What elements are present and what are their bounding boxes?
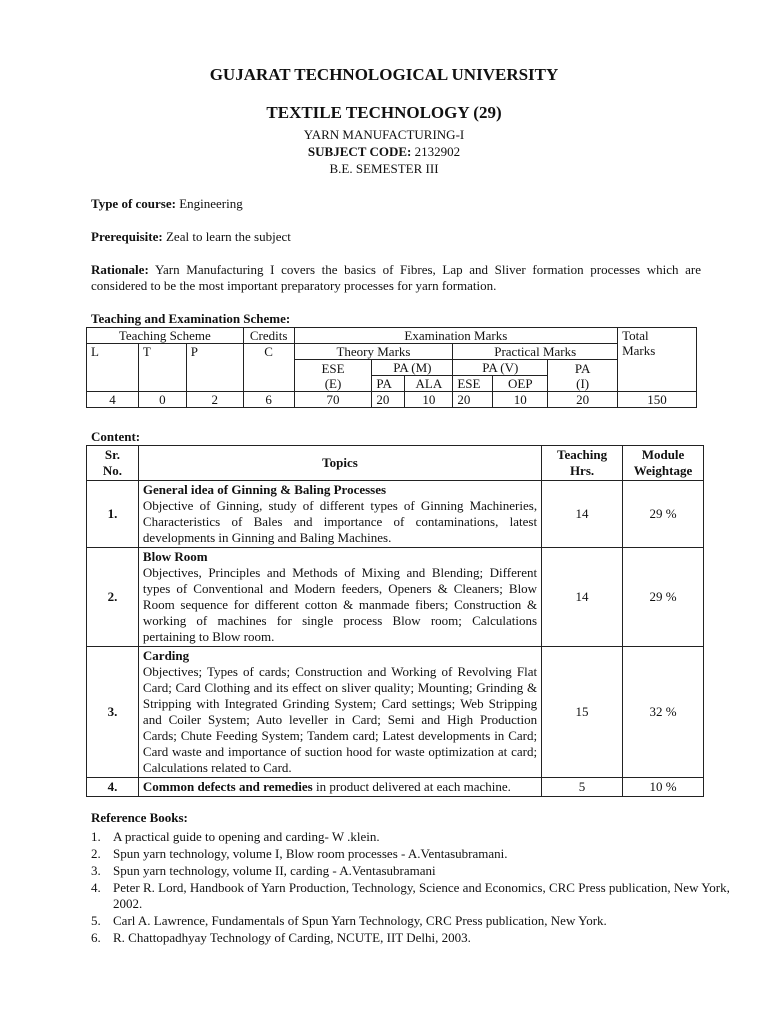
oep-value: 10 (493, 392, 548, 408)
pa-sub-header: PA (372, 376, 405, 392)
teaching-hrs-cell: 5 (542, 778, 623, 797)
pa-value: 20 (372, 392, 405, 408)
t-value: 0 (138, 392, 186, 408)
reference-item: 6. R. Chattopadhyay Technology of Carding, NCUTE, IIT Delhi, 2003. (91, 930, 471, 945)
references-title: Reference Books: (91, 810, 188, 825)
ala-header: ALA (405, 376, 453, 392)
p-value: 2 (186, 392, 243, 408)
scheme-table (86, 327, 697, 408)
content-table (86, 445, 704, 797)
practical-ese-value: 20 (453, 392, 493, 408)
scheme-row-1 (87, 328, 697, 344)
topics-header: Topics (138, 446, 541, 481)
ese-sub-header: ESE (453, 376, 493, 392)
university-title: GUJARAT TECHNOLOGICAL UNIVERSITY (209, 65, 559, 84)
row-number: 1. (87, 481, 139, 548)
content-row (87, 778, 704, 797)
total-marks-header: Total Marks (618, 328, 697, 392)
l-header: L (87, 344, 139, 392)
topic-cell: Blow Room Objectives, Principles and Methods of Mixing and Blending; Different types of Conventional and Modern feeders, Openers & Cleaners; Blow Room sequence for different cotton & manmade fibers; Construction & working of machines for single process Blow room; Calculations pertaining to Blow room. (138, 548, 541, 647)
oep-header: OEP (493, 376, 548, 392)
row-number: 3. (87, 647, 139, 778)
reference-item: 5. Carl A. Lawrence, Fundamentals of Spun Yarn Technology, CRC Press publication, New York. (91, 913, 607, 928)
theory-marks-header: Theory Marks (294, 344, 453, 360)
subject-code: SUBJECT CODE: 2132902 (307, 144, 461, 159)
reference-item: 4. Peter R. Lord, Handbook of Yarn Production, Technology, Science and Economics, CRC Press publication, New York, 2002. (91, 880, 730, 911)
prerequisite: Prerequisite: Zeal to learn the subject (91, 229, 291, 244)
credits-header: Credits (243, 328, 294, 344)
course-name: YARN MANUFACTURING-I (303, 127, 465, 142)
teaching-hrs-header: Teaching Hrs. (542, 446, 623, 481)
weightage-cell: 29 % (623, 548, 704, 647)
reference-books (91, 810, 731, 947)
pa-m-header: PA (M) (372, 360, 453, 376)
pa-i-header: PA (I) (548, 360, 618, 392)
topic-cell: Carding Objectives; Types of cards; Construction and Working of Revolving Flat Card; Card Clothing and its effect on sliver quality; Mounting; Grinding & Stripping with Integrated Grinding System; Card settings; Web Stripping and Coiler System; Auto leveller in Card; Semi and High Production Cards; Chute Feeding System; Tandem card; Latest developments in Card; Card waste and importance of suction hood for waste optimization at card; Calculations related to Card. (138, 647, 541, 778)
semester: B.E. SEMESTER III (329, 161, 439, 176)
ese-value: 70 (294, 392, 372, 408)
reference-item: 3. Spun yarn technology, volume II, carding - A.Ventasubramani (91, 863, 436, 878)
content-row (87, 548, 704, 647)
row-number: 2. (87, 548, 139, 647)
scheme-title: Teaching and Examination Scheme: (91, 311, 291, 326)
ala-value: 10 (405, 392, 453, 408)
teaching-hrs-cell: 15 (542, 647, 623, 778)
program-title: TEXTILE TECHNOLOGY (29) (266, 103, 502, 122)
row-number: 4. (87, 778, 139, 797)
weightage-cell: 10 % (623, 778, 704, 797)
c-header: C (243, 344, 294, 392)
teaching-scheme-header: Teaching Scheme (87, 328, 244, 344)
reference-item: 2. Spun yarn technology, volume I, Blow room processes - A.Ventasubramani. (91, 846, 508, 861)
scheme-values-row (87, 392, 697, 408)
total-value: 150 (618, 392, 697, 408)
content-row (87, 481, 704, 548)
reference-item: 1. A practical guide to opening and carding- W .klein. (91, 829, 380, 844)
scheme-row-2 (87, 344, 697, 360)
module-weightage-header: Module Weightage (623, 446, 704, 481)
exam-marks-header: Examination Marks (294, 328, 617, 344)
p-header: P (186, 344, 243, 392)
weightage-cell: 29 % (623, 481, 704, 548)
topic-cell: General idea of Ginning & Baling Processes Objective of Ginning, study of different types of Ginning Machineries, Characteristics of Bales and importance of contaminations, latest developments in Ginning and Baling Machines. (138, 481, 541, 548)
pa-v-header: PA (V) (453, 360, 548, 376)
t-header: T (138, 344, 186, 392)
l-value: 4 (87, 392, 139, 408)
practical-marks-header: Practical Marks (453, 344, 618, 360)
c-value: 6 (243, 392, 294, 408)
ese-header: ESE (E) (294, 360, 372, 392)
weightage-cell: 32 % (623, 647, 704, 778)
topic-cell: Common defects and remedies in product delivered at each machine. (138, 778, 541, 797)
teaching-hrs-cell: 14 (542, 548, 623, 647)
pa-i-value: 20 (548, 392, 618, 408)
content-row (87, 647, 704, 778)
rationale: Rationale: Yarn Manufacturing I covers the basics of Fibres, Lap and Sliver formation processes which are considered to be the most important preparatory processes for yarn formation. (91, 262, 701, 293)
type-of-course: Type of course: Engineering (91, 196, 243, 211)
teaching-hrs-cell: 14 (542, 481, 623, 548)
content-title: Content: (91, 429, 141, 444)
sr-no-header: Sr. No. (87, 446, 139, 481)
content-header-row (87, 446, 704, 481)
